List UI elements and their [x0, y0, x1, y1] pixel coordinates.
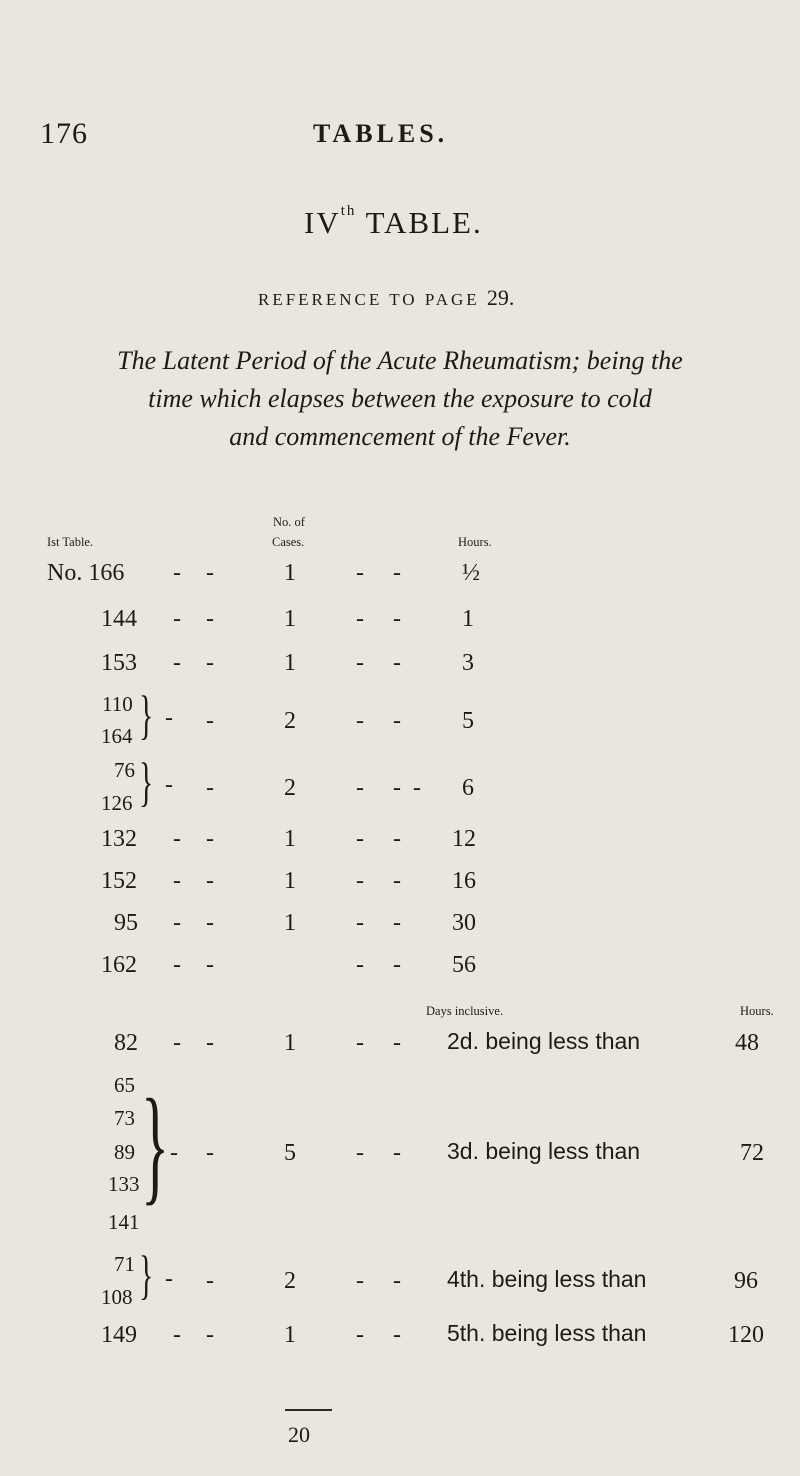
row-ref: 126 [101, 791, 133, 815]
dash: - [393, 826, 401, 852]
dash: - [170, 1140, 178, 1166]
row-hours: 6 [462, 775, 474, 801]
row-hours: ½ [462, 560, 480, 586]
day-row-ref: 89 [114, 1140, 135, 1164]
brace: } [139, 685, 154, 745]
dash: - [173, 826, 181, 852]
day-row-ref: 73 [114, 1106, 135, 1130]
dash: - [393, 775, 401, 801]
row-ref: 132 [101, 826, 137, 852]
dash: - [173, 952, 181, 978]
caption-line-1: The Latent Period of the Acute Rheumatism; being the [117, 346, 683, 375]
row-cases: 1 [284, 650, 296, 676]
row-ref: 164 [101, 724, 133, 748]
day-row-hours: 96 [734, 1268, 758, 1294]
row-cases: 2 [284, 775, 296, 801]
day-row-ref: 71 [114, 1252, 135, 1276]
dash: - [356, 560, 364, 586]
brace: } [141, 1073, 170, 1217]
dash: - [206, 708, 214, 734]
dash: - [393, 1140, 401, 1166]
day-row-cases: 1 [284, 1322, 296, 1348]
brace: } [139, 1245, 154, 1305]
dash: - [206, 560, 214, 586]
dash: - [393, 1268, 401, 1294]
dash: - [356, 1268, 364, 1294]
day-row-cases: 2 [284, 1268, 296, 1294]
dash: - [393, 606, 401, 632]
dash: - [393, 910, 401, 936]
column-heading-first-table: Ist Table. [47, 535, 94, 549]
dash: - [173, 868, 181, 894]
dash: - [393, 952, 401, 978]
dash: - [413, 775, 421, 801]
dash: - [393, 1030, 401, 1056]
dash: - [393, 708, 401, 734]
page-number: 176 [40, 117, 88, 150]
dash: - [393, 1322, 401, 1348]
row-ref: 95 [114, 910, 138, 936]
row-hours: 12 [452, 826, 476, 852]
column-heading-cases: Cases. [272, 535, 305, 549]
day-row-ref: 141 [108, 1210, 140, 1234]
dash: - [173, 910, 181, 936]
row-hours: 56 [452, 952, 476, 978]
day-row-cases: 5 [284, 1140, 296, 1166]
total-rule [285, 1409, 332, 1411]
reference-text: REFERENCE TO PAGE [258, 290, 487, 309]
row-cases: 1 [284, 826, 296, 852]
title-superscript: th [340, 203, 357, 219]
row-ref: 76 [114, 758, 135, 782]
dash: - [173, 650, 181, 676]
dash: - [206, 1322, 214, 1348]
total-cases: 20 [288, 1422, 310, 1447]
row-hours: 3 [462, 650, 474, 676]
day-row-days: 5th. being less than [447, 1320, 647, 1346]
dash: - [356, 606, 364, 632]
day-row-ref: 108 [101, 1285, 133, 1309]
title-numeral: IV [304, 205, 341, 240]
dash: - [356, 910, 364, 936]
dash: - [356, 826, 364, 852]
day-row-hours: 120 [728, 1322, 764, 1348]
row-hours: 16 [452, 868, 476, 894]
dash: - [206, 952, 214, 978]
day-row-hours: 72 [740, 1140, 764, 1166]
dash: - [173, 1322, 181, 1348]
day-row-cases: 1 [284, 1030, 296, 1056]
dash: - [165, 1266, 173, 1292]
column-heading-hours-2: Hours. [740, 1004, 774, 1018]
column-heading-days-inclusive: Days inclusive. [426, 1004, 504, 1018]
row-cases: 1 [284, 560, 296, 586]
dash: - [393, 650, 401, 676]
brace: } [139, 752, 154, 812]
reference-line [258, 285, 514, 311]
dash: - [206, 1030, 214, 1056]
row-cases: 1 [284, 606, 296, 632]
row-ref: 110 [102, 692, 133, 716]
day-row-days: 3d. being less than [447, 1138, 641, 1164]
row-ref: 162 [101, 952, 137, 978]
dash: - [356, 952, 364, 978]
column-heading-hours: Hours. [458, 535, 492, 549]
day-row-ref: 133 [108, 1172, 140, 1196]
row-cases: 1 [284, 868, 296, 894]
dash: - [165, 705, 173, 731]
dash: - [206, 826, 214, 852]
row-hours: 5 [462, 708, 474, 734]
dash: - [173, 1030, 181, 1056]
title-rest: TABLE. [356, 205, 483, 240]
dash: - [356, 708, 364, 734]
day-row-days: 4th. being less than [447, 1266, 647, 1292]
dash: - [206, 1140, 214, 1166]
dash: - [356, 650, 364, 676]
day-row-days: 2d. being less than [447, 1028, 641, 1054]
dash: - [206, 606, 214, 632]
dash: - [356, 868, 364, 894]
day-row-ref: 82 [114, 1030, 138, 1056]
dash: - [393, 560, 401, 586]
dash: - [356, 1322, 364, 1348]
row-cases: 1 [284, 910, 296, 936]
caption-line-3: and commencement of the Fever. [229, 422, 571, 451]
dash: - [393, 868, 401, 894]
dash: - [356, 1030, 364, 1056]
row-hours: 30 [452, 910, 476, 936]
dash: - [206, 1268, 214, 1294]
day-row-ref: 65 [114, 1073, 135, 1097]
row-cases: 2 [284, 708, 296, 734]
dash: - [356, 1140, 364, 1166]
dash: - [206, 868, 214, 894]
dash: - [356, 775, 364, 801]
dash: - [206, 650, 214, 676]
running-title: TABLES. [313, 119, 449, 148]
day-row-ref: 149 [101, 1322, 137, 1348]
caption-line-2: time which elapses between the exposure to cold [148, 384, 652, 413]
dash: - [173, 560, 181, 586]
row-ref: 144 [101, 606, 137, 632]
dash: - [206, 775, 214, 801]
column-heading-no-of: No. of [273, 515, 305, 529]
table-title [304, 205, 483, 241]
dash: - [165, 772, 173, 798]
reference-page: 29. [486, 285, 515, 310]
row-ref: 153 [101, 650, 137, 676]
day-row-hours: 48 [735, 1030, 759, 1056]
dash: - [173, 606, 181, 632]
row-ref: 152 [101, 868, 137, 894]
row-ref: No. 166 [47, 560, 125, 586]
dash: - [206, 910, 214, 936]
row-hours: 1 [462, 606, 474, 632]
